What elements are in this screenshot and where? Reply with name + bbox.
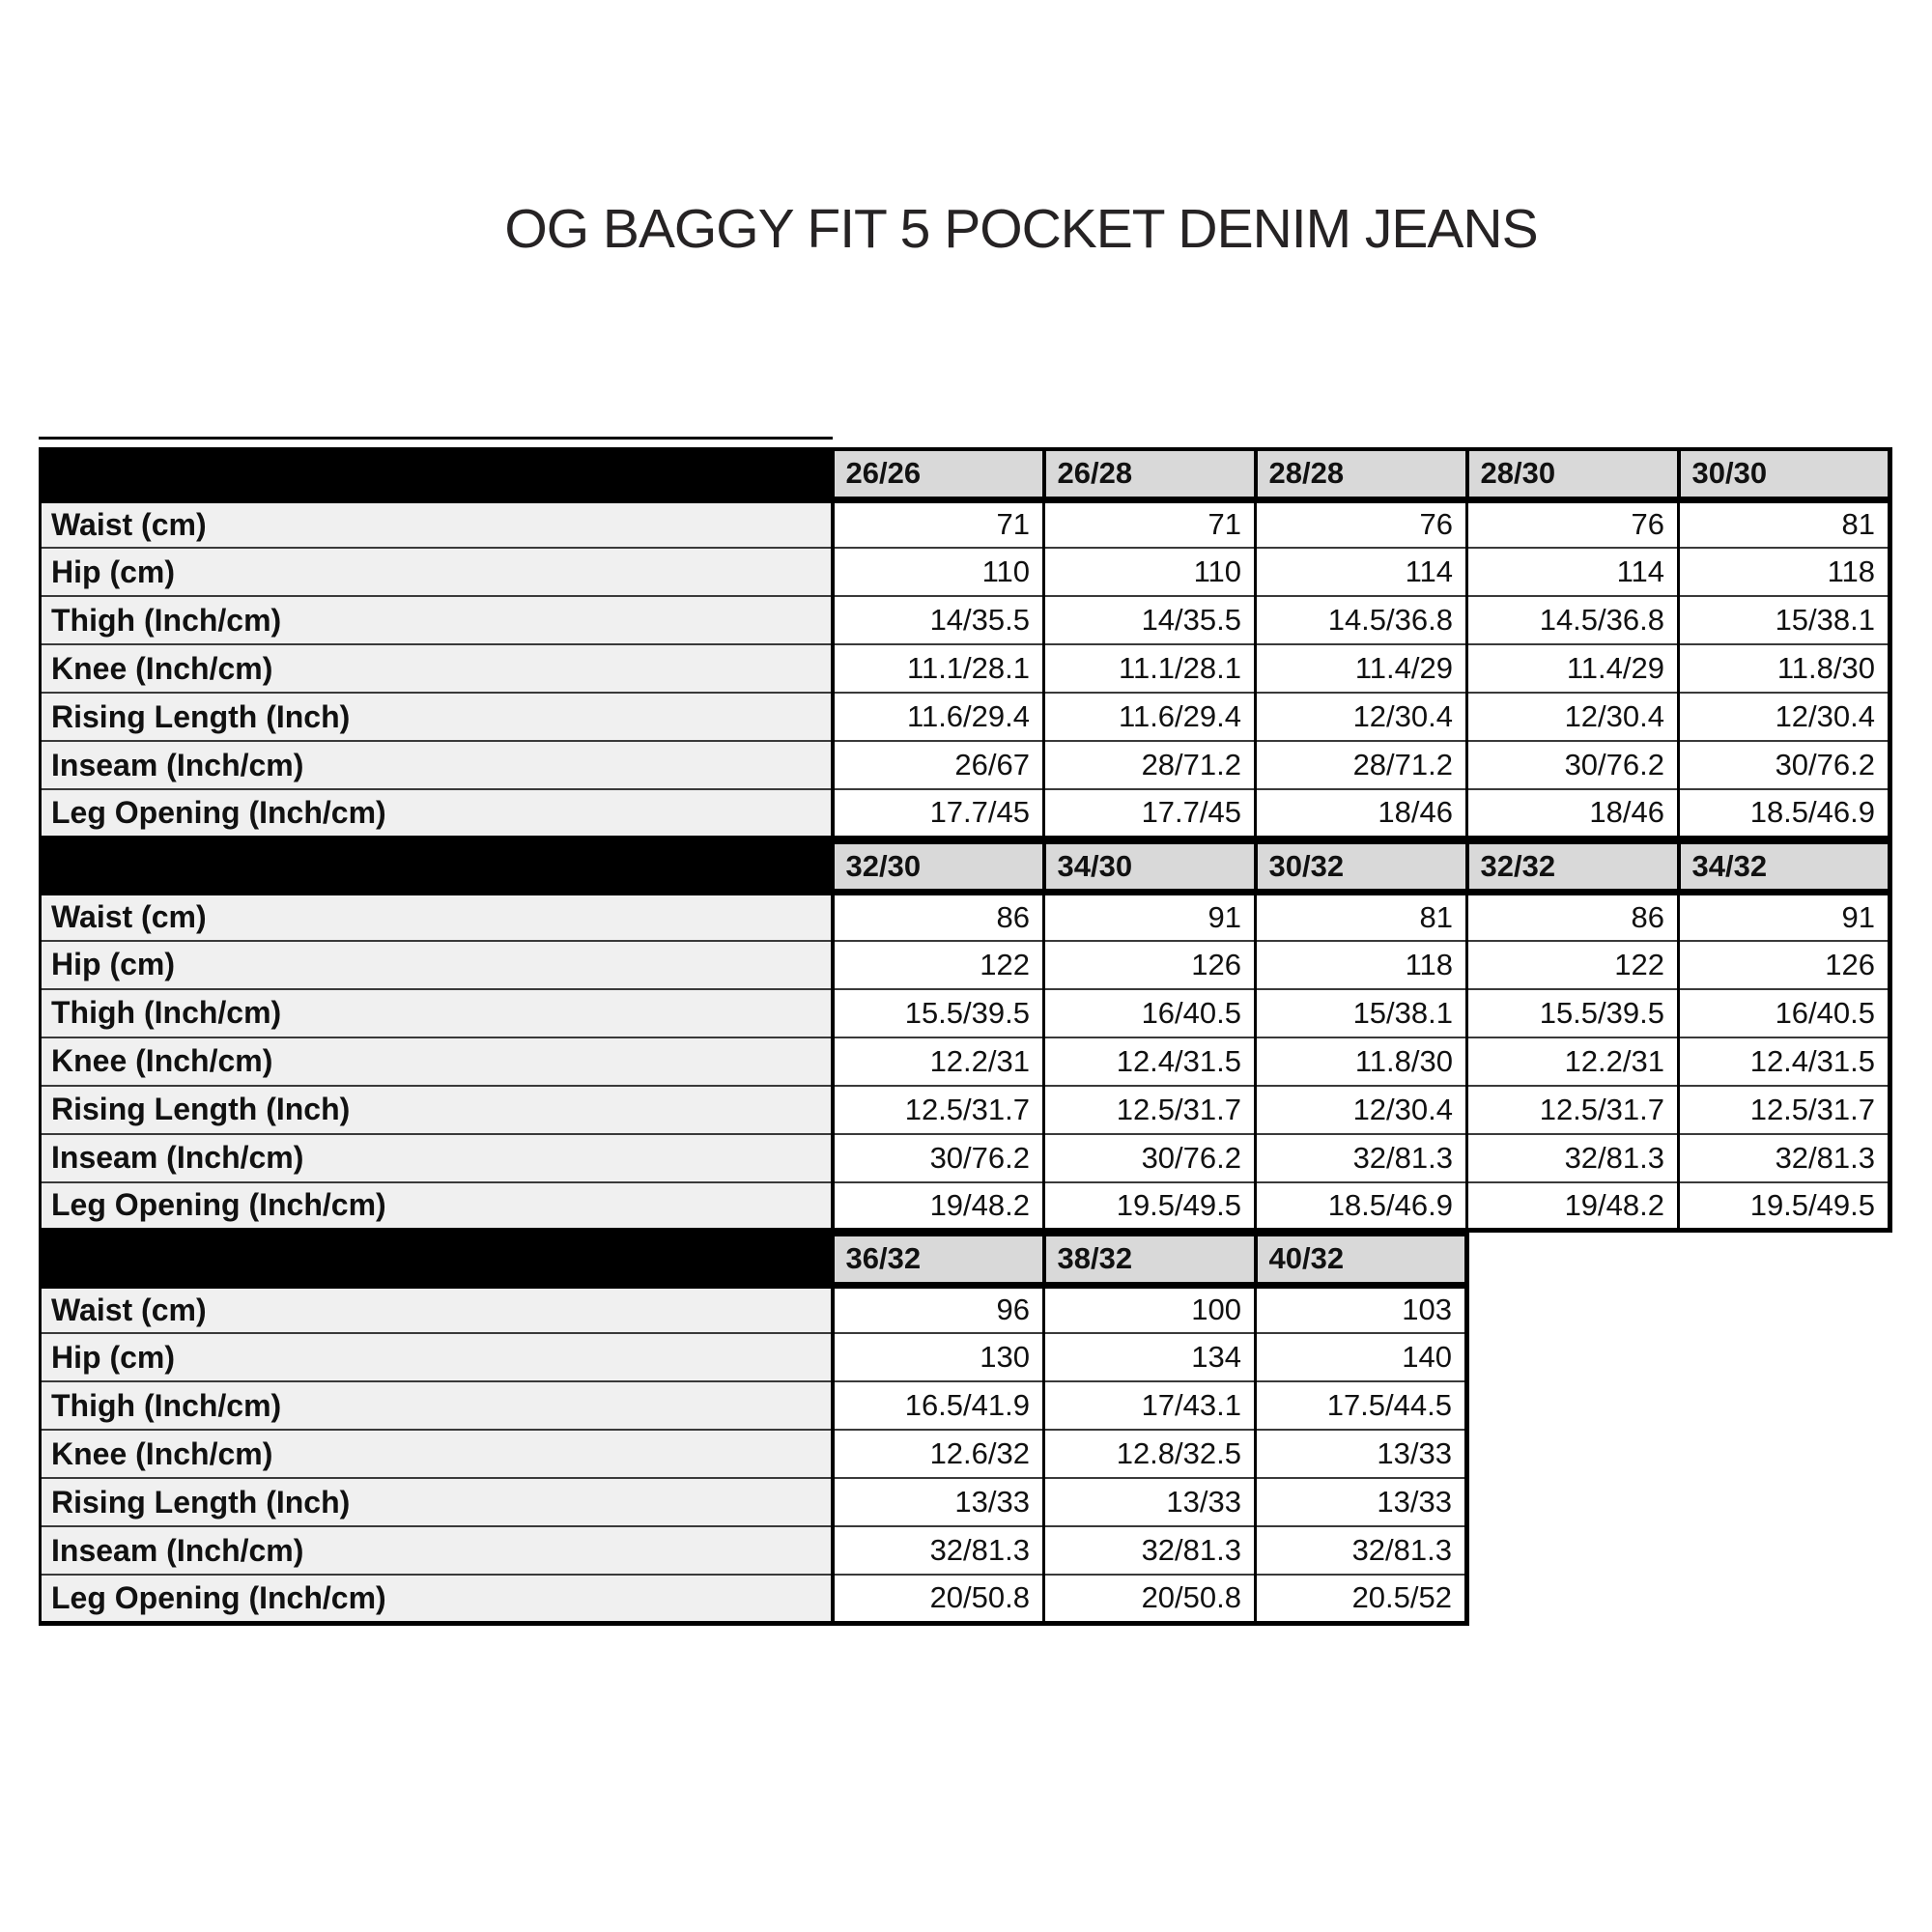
value-cell: 11.4/29 — [1256, 644, 1467, 693]
value-cell: 96 — [833, 1285, 1044, 1333]
row-label-cell: Hip (cm) — [41, 548, 833, 596]
size-header-row — [41, 449, 1890, 499]
value-cell: 91 — [1679, 893, 1890, 941]
value-cell: 16/40.5 — [1044, 989, 1256, 1037]
value-cell: 140 — [1256, 1333, 1467, 1381]
table-row — [41, 1575, 1467, 1623]
value-cell: 76 — [1467, 499, 1679, 548]
row-label-cell: Hip (cm) — [41, 941, 833, 989]
table-row — [41, 499, 1890, 548]
table-row — [41, 644, 1890, 693]
size-header-cell: 28/28 — [1256, 449, 1467, 499]
value-cell: 118 — [1256, 941, 1467, 989]
table-row — [41, 1478, 1467, 1526]
row-label-cell: Leg Opening (Inch/cm) — [41, 1182, 833, 1231]
value-cell: 11.1/28.1 — [833, 644, 1044, 693]
value-cell: 11.4/29 — [1467, 644, 1679, 693]
size-header-cell: 26/26 — [833, 449, 1044, 499]
table-row — [41, 941, 1890, 989]
size-header-cell: 34/32 — [1679, 842, 1890, 893]
value-cell: 32/81.3 — [1679, 1134, 1890, 1182]
table-row — [41, 1333, 1467, 1381]
value-cell: 12/30.4 — [1256, 1086, 1467, 1134]
value-cell: 19/48.2 — [1467, 1182, 1679, 1231]
header-black-bar — [41, 842, 833, 893]
value-cell: 12.4/31.5 — [1679, 1037, 1890, 1086]
size-table-section-1 — [39, 447, 1892, 840]
value-cell: 20/50.8 — [1044, 1575, 1256, 1623]
value-cell: 81 — [1256, 893, 1467, 941]
value-cell: 15.5/39.5 — [833, 989, 1044, 1037]
size-header-cell: 32/32 — [1467, 842, 1679, 893]
size-header-row — [41, 842, 1890, 893]
table-row — [41, 741, 1890, 789]
value-cell: 15.5/39.5 — [1467, 989, 1679, 1037]
value-cell: 18/46 — [1467, 789, 1679, 838]
table-row — [41, 1182, 1890, 1231]
value-cell: 13/33 — [1044, 1478, 1256, 1526]
table-row — [41, 989, 1890, 1037]
value-cell: 26/67 — [833, 741, 1044, 789]
value-cell: 11.6/29.4 — [1044, 693, 1256, 741]
value-cell: 81 — [1679, 499, 1890, 548]
size-header-cell: 36/32 — [833, 1235, 1044, 1285]
value-cell: 16.5/41.9 — [833, 1381, 1044, 1430]
value-cell: 71 — [833, 499, 1044, 548]
row-label-cell: Knee (Inch/cm) — [41, 644, 833, 693]
value-cell: 91 — [1044, 893, 1256, 941]
value-cell: 13/33 — [1256, 1478, 1467, 1526]
value-cell: 12.5/31.7 — [833, 1086, 1044, 1134]
value-cell: 71 — [1044, 499, 1256, 548]
value-cell: 130 — [833, 1333, 1044, 1381]
value-cell: 134 — [1044, 1333, 1256, 1381]
table-row — [41, 789, 1890, 838]
table-row — [41, 596, 1890, 644]
value-cell: 12.6/32 — [833, 1430, 1044, 1478]
value-cell: 12/30.4 — [1679, 693, 1890, 741]
value-cell: 32/81.3 — [1467, 1134, 1679, 1182]
table-row — [41, 1134, 1890, 1182]
value-cell: 12.8/32.5 — [1044, 1430, 1256, 1478]
row-label-cell: Thigh (Inch/cm) — [41, 1381, 833, 1430]
value-cell: 32/81.3 — [1256, 1134, 1467, 1182]
value-cell: 110 — [833, 548, 1044, 596]
value-cell: 19/48.2 — [833, 1182, 1044, 1231]
value-cell: 11.1/28.1 — [1044, 644, 1256, 693]
size-header-cell: 30/30 — [1679, 449, 1890, 499]
value-cell: 17.7/45 — [833, 789, 1044, 838]
value-cell: 114 — [1256, 548, 1467, 596]
size-header-cell: 34/30 — [1044, 842, 1256, 893]
size-header-cell: 28/30 — [1467, 449, 1679, 499]
value-cell: 15/38.1 — [1679, 596, 1890, 644]
table-top-line — [39, 437, 833, 440]
row-label-cell: Leg Opening (Inch/cm) — [41, 789, 833, 838]
row-label-cell: Rising Length (Inch) — [41, 1478, 833, 1526]
value-cell: 28/71.2 — [1256, 741, 1467, 789]
row-label-cell: Inseam (Inch/cm) — [41, 1526, 833, 1575]
table-row — [41, 893, 1890, 941]
value-cell: 122 — [1467, 941, 1679, 989]
row-label-cell: Waist (cm) — [41, 1285, 833, 1333]
table-row — [41, 1285, 1467, 1333]
size-chart-table-group — [39, 447, 1892, 1626]
value-cell: 20/50.8 — [833, 1575, 1044, 1623]
row-label-cell: Thigh (Inch/cm) — [41, 596, 833, 644]
value-cell: 11.8/30 — [1256, 1037, 1467, 1086]
value-cell: 15/38.1 — [1256, 989, 1467, 1037]
row-label-cell: Inseam (Inch/cm) — [41, 1134, 833, 1182]
size-header-cell: 30/32 — [1256, 842, 1467, 893]
value-cell: 12/30.4 — [1467, 693, 1679, 741]
value-cell: 118 — [1679, 548, 1890, 596]
row-label-cell: Rising Length (Inch) — [41, 693, 833, 741]
value-cell: 122 — [833, 941, 1044, 989]
value-cell: 28/71.2 — [1044, 741, 1256, 789]
value-cell: 11.6/29.4 — [833, 693, 1044, 741]
table-row — [41, 1086, 1890, 1134]
value-cell: 12/30.4 — [1256, 693, 1467, 741]
value-cell: 12.5/31.7 — [1044, 1086, 1256, 1134]
value-cell: 17/43.1 — [1044, 1381, 1256, 1430]
table-row — [41, 1381, 1467, 1430]
size-header-cell: 40/32 — [1256, 1235, 1467, 1285]
row-label-cell: Rising Length (Inch) — [41, 1086, 833, 1134]
value-cell: 19.5/49.5 — [1679, 1182, 1890, 1231]
header-black-bar — [41, 1235, 833, 1285]
value-cell: 114 — [1467, 548, 1679, 596]
header-black-bar — [41, 449, 833, 499]
size-header-cell: 26/28 — [1044, 449, 1256, 499]
value-cell: 18.5/46.9 — [1256, 1182, 1467, 1231]
value-cell: 126 — [1679, 941, 1890, 989]
value-cell: 12.2/31 — [1467, 1037, 1679, 1086]
value-cell: 103 — [1256, 1285, 1467, 1333]
size-table-section-2 — [39, 840, 1892, 1234]
value-cell: 18.5/46.9 — [1679, 789, 1890, 838]
value-cell: 17.7/45 — [1044, 789, 1256, 838]
value-cell: 30/76.2 — [1044, 1134, 1256, 1182]
table-row — [41, 548, 1890, 596]
row-label-cell: Knee (Inch/cm) — [41, 1430, 833, 1478]
row-label-cell: Leg Opening (Inch/cm) — [41, 1575, 833, 1623]
table-row — [41, 693, 1890, 741]
row-label-cell: Hip (cm) — [41, 1333, 833, 1381]
page-title: OG BAGGY FIT 5 POCKET DENIM JEANS — [504, 198, 1538, 260]
row-label-cell: Waist (cm) — [41, 499, 833, 548]
value-cell: 17.5/44.5 — [1256, 1381, 1467, 1430]
row-label-cell: Inseam (Inch/cm) — [41, 741, 833, 789]
value-cell: 30/76.2 — [1679, 741, 1890, 789]
value-cell: 32/81.3 — [1256, 1526, 1467, 1575]
value-cell: 13/33 — [1256, 1430, 1467, 1478]
value-cell: 86 — [1467, 893, 1679, 941]
table-row — [41, 1526, 1467, 1575]
value-cell: 30/76.2 — [1467, 741, 1679, 789]
value-cell: 14/35.5 — [1044, 596, 1256, 644]
value-cell: 20.5/52 — [1256, 1575, 1467, 1623]
value-cell: 16/40.5 — [1679, 989, 1890, 1037]
row-label-cell: Thigh (Inch/cm) — [41, 989, 833, 1037]
value-cell: 19.5/49.5 — [1044, 1182, 1256, 1231]
value-cell: 86 — [833, 893, 1044, 941]
size-header-cell: 38/32 — [1044, 1235, 1256, 1285]
size-header-row — [41, 1235, 1467, 1285]
value-cell: 13/33 — [833, 1478, 1044, 1526]
size-table-section-3 — [39, 1233, 1469, 1626]
value-cell: 110 — [1044, 548, 1256, 596]
row-label-cell: Knee (Inch/cm) — [41, 1037, 833, 1086]
value-cell: 12.5/31.7 — [1467, 1086, 1679, 1134]
value-cell: 32/81.3 — [833, 1526, 1044, 1575]
value-cell: 100 — [1044, 1285, 1256, 1333]
value-cell: 18/46 — [1256, 789, 1467, 838]
value-cell: 12.2/31 — [833, 1037, 1044, 1086]
value-cell: 30/76.2 — [833, 1134, 1044, 1182]
row-label-cell: Waist (cm) — [41, 893, 833, 941]
table-row — [41, 1037, 1890, 1086]
value-cell: 11.8/30 — [1679, 644, 1890, 693]
value-cell: 12.5/31.7 — [1679, 1086, 1890, 1134]
value-cell: 32/81.3 — [1044, 1526, 1256, 1575]
table-row — [41, 1430, 1467, 1478]
value-cell: 14.5/36.8 — [1256, 596, 1467, 644]
value-cell: 14/35.5 — [833, 596, 1044, 644]
value-cell: 12.4/31.5 — [1044, 1037, 1256, 1086]
value-cell: 126 — [1044, 941, 1256, 989]
value-cell: 14.5/36.8 — [1467, 596, 1679, 644]
value-cell: 76 — [1256, 499, 1467, 548]
size-header-cell: 32/30 — [833, 842, 1044, 893]
